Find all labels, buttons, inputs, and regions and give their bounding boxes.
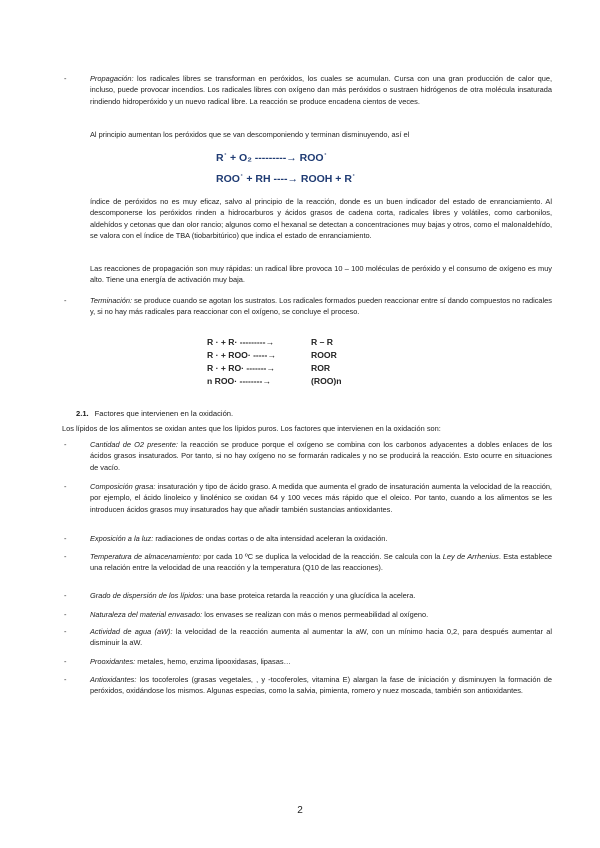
bullet-dash: - (64, 440, 67, 449)
factor-text: la reacción se produce porque el oxígeno se combina con los carbonos adyacentes a dobles enlaces de los ácidos grasos insaturados. Por tanto, si no hay oxígeno no se formarán radicales y no se producirá la reacción. Esto ocurre en situaciones de vacío. (90, 440, 553, 472)
factor-text: la velocidad de la reacción aumenta al aumentar la aW, con un mínimo hacia 0,2, para después aumentar al disminuir la aW. (90, 627, 552, 648)
factor-term: Antioxidantes: (90, 675, 137, 684)
reaction-product: ROR (311, 363, 331, 373)
reaction-product: R – R (311, 337, 333, 347)
terminacion-term: Terminación: (90, 296, 133, 305)
factor-water-activity (64, 626, 552, 649)
bullet-dash: - (64, 627, 67, 636)
reaction-left: R · + ROO· -----→ (207, 350, 276, 360)
reaction-left: R · + R· ---------→ (207, 337, 275, 347)
propagacion-item (64, 73, 552, 107)
propagacion-paragraph-3: índice de peróxidos no es muy eficaz, salvo al principio de la reacción, donde es un buen indicador del estado de enranciamiento. Al descomponerse los peróxidos rinden a hidrocarburos y ácidos grasos de cadena corta, radicales libres y volátiles, como carbonilos, aldehídos y cetonas que dan olor rancio; algunos como el hexanal se detectan a concentraciones muy bajas y otros, como el malonaldehído, se valora con el índice de TBA (tiobarbitúrico) que indica el estado de enranciamiento. (90, 197, 552, 241)
factor-text: metales, hemo, enzima lipooxidasas, lipasas… (137, 657, 291, 666)
reaction-product: ROOR (311, 350, 337, 360)
section-heading (76, 409, 233, 418)
propagacion-paragraph-2: Al principio aumentan los peróxidos que se van descomponiendo y terminan disminuyendo, así el (90, 130, 410, 139)
page-number: 2 (297, 805, 303, 816)
terminacion-text: se produce cuando se agotan los sustratos. Los radicales formados pueden reaccionar entre sí dando compuestos no radicales y, si no hay más radicales para reaccionar con el oxígeno, se concluye el proceso. (90, 296, 552, 317)
bullet-dash: - (64, 657, 67, 666)
section-number: 2.1. (76, 409, 89, 418)
equation-2: ROO˙ + RH ----→ ROOH + R˙ (216, 173, 356, 185)
factor-temperature (64, 551, 552, 574)
factor-term: Temperatura de almacenamiento: (90, 552, 201, 561)
termination-reactions-left (207, 336, 276, 388)
factor-term: Cantidad de O2 presente: (90, 440, 178, 449)
factor-term: Grado de dispersión de los lípidos: (90, 591, 204, 600)
factor-text: por cada 10 ºC se duplica la velocidad de la reacción. Se calcula con la (203, 552, 441, 561)
factor-light (64, 533, 552, 544)
propagacion-text: los radicales libres se transforman en peróxidos, los cuales se acumulan. Cursa con una gran producción de calor que, incluso, puede provocar incendios. Los radicales libres con oxígeno dan más peróxidos o sustraen hidrógenos de otra molécula insaturada rindiendo hidroperóxido y un nuevo radical libre. La reacción se produce encadena cientos de veces. (90, 74, 553, 106)
factor-fat-composition (64, 481, 552, 515)
factor-term-arrhenius: Ley de Arrhenius (442, 552, 499, 561)
bullet-dash: - (64, 591, 67, 600)
termination-reactions-right (311, 336, 342, 388)
factor-text-2: . Esta establece una relación entre la velocidad de una reacción y la temperatura (Q10 de las reacciones). (90, 552, 553, 573)
bullet-dash: - (64, 552, 67, 561)
factor-prooxidants (64, 656, 552, 667)
factor-antioxidants (64, 674, 552, 697)
factor-text: radiaciones de ondas cortas o de alta intensidad aceleran la oxidación. (155, 534, 388, 543)
factor-text: una base proteica retarda la reacción y una glucídica la acelera. (205, 591, 416, 600)
factor-term: Prooxidantes: (90, 657, 136, 666)
reaction-left: R · + RO· -------→ (207, 363, 276, 373)
bullet-dash: - (64, 534, 67, 543)
factor-text: insaturación y tipo de ácido graso. A medida que aumenta el grado de insaturación aumenta la velocidad de la reacción, por ejemplo, el ácido linoleico y linolénico se oxidan 64 y 100 veces más rápido que el oleico. Por tanto, cuando a los alimentos se les introducen ácidos grasos muy insaturados hay que añadir también sustancias antioxidantes. (90, 482, 552, 514)
bullet-dash: - (64, 610, 67, 619)
factor-text: los tocoferoles (grasas vegetales, , y -tocoferoles, vitamina E) alargan la fase de iniciación y disminuyen la formación de peróxidos, oxidándose los mismos. Algunas especias, como la salvia, pimienta, romero y nuez moscada, también son antioxidantes. (90, 675, 552, 696)
factor-term: Exposición a la luz: (90, 534, 154, 543)
section-intro: Los lípidos de los alimentos se oxidan antes que los lípidos puros. Los factores que intervienen en la oxidación son: (62, 424, 441, 433)
factor-oxygen (64, 439, 552, 473)
bullet-dash: - (64, 296, 67, 305)
bullet-dash: - (64, 482, 67, 491)
equation-1: R˙ + O₂ ---------→ ROO˙ (216, 152, 328, 164)
factor-lipid-dispersion (64, 590, 552, 601)
reaction-product: (ROO)n (311, 376, 342, 386)
bullet-dash: - (64, 675, 67, 684)
bullet-dash: - (64, 74, 67, 83)
factor-term: Actividad de agua (aW): (90, 627, 173, 636)
factor-packaging (64, 609, 552, 620)
reaction-left: n ROO· --------→ (207, 376, 271, 386)
terminacion-item (64, 295, 552, 318)
factor-term: Naturaleza del material envasado: (90, 610, 203, 619)
section-title: Factores que intervienen en la oxidación. (94, 409, 234, 418)
propagacion-term: Propagación: (90, 74, 134, 83)
factor-term: Composición grasa: (90, 482, 156, 491)
propagacion-paragraph-4: Las reacciones de propagación son muy rápidas: un radical libre provoca 10 – 100 moléculas de peróxido y el consumo de oxígeno es muy alto. Tiene una energía de activación muy baja. (90, 264, 552, 285)
factor-text: los envases se realizan con más o menos permeabilidad al oxígeno. (204, 610, 429, 619)
